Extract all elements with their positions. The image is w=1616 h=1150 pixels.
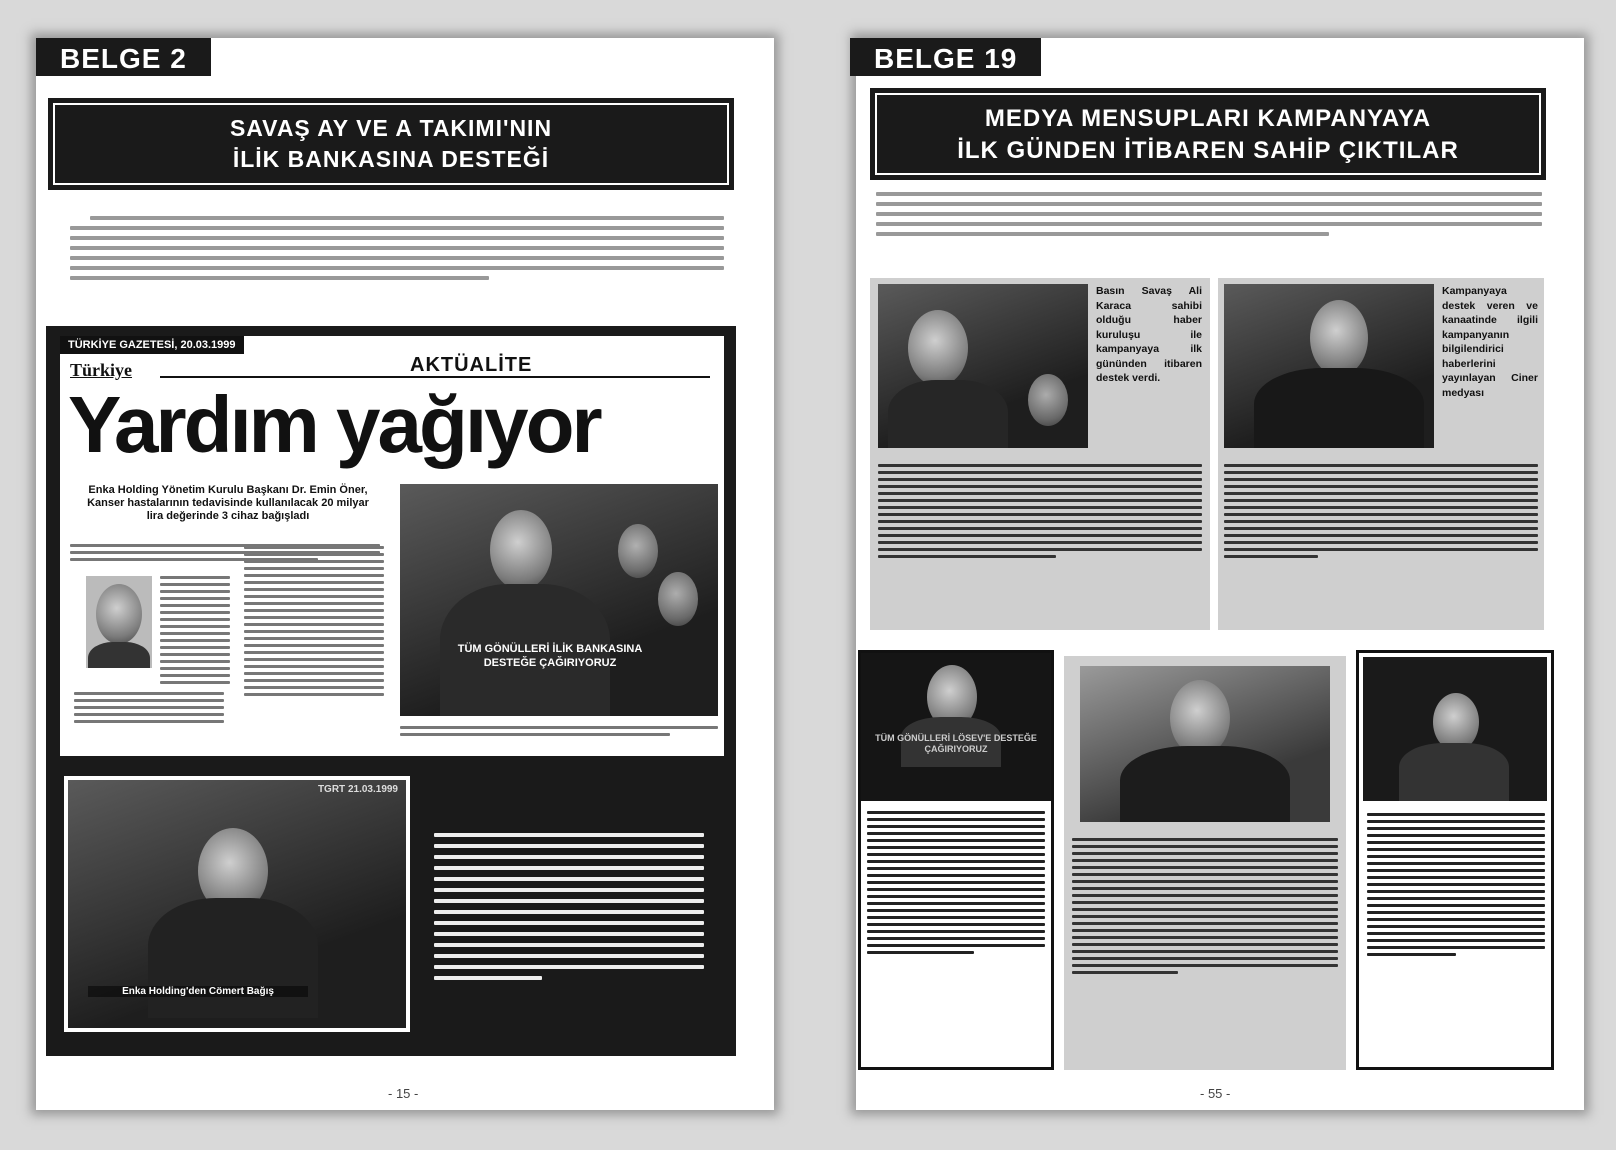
panel-b-text (1224, 460, 1538, 562)
article-col-1 (160, 572, 230, 688)
article-col-2 (244, 542, 384, 700)
title-line-2: İLK GÜNDEN İTİBAREN SAHİP ÇIKTILAR (957, 137, 1459, 165)
headline: Yardım yağıyor (68, 380, 600, 469)
page-number: - 15 - (388, 1086, 419, 1101)
belge-label: BELGE 2 (36, 38, 211, 76)
panel-e-text (1367, 809, 1545, 960)
panel-b-photo (1224, 284, 1434, 448)
right-page (856, 38, 1584, 1110)
section-title (870, 88, 1546, 180)
media-panel-d (1064, 656, 1346, 1070)
left-page (36, 38, 774, 1110)
article-col-3 (74, 688, 224, 727)
section-name: AKTÜALİTE (410, 354, 533, 376)
tv-still (68, 780, 406, 1028)
media-panel-b (1218, 278, 1544, 630)
panel-c-overlay: TÜM GÖNÜLLERİ LÖSEV'E DESTEĞE ÇAĞIRIYORUZ (875, 733, 1037, 754)
panel-b-side-text: Kampanyaya destek veren ve kanaatinde ilgili kampanyanın bilgilendirici haberlerini yayınlayan Ciner medyası (1442, 285, 1538, 399)
panel-a-text (878, 460, 1202, 562)
media-panel-e (1356, 650, 1554, 1070)
deck: Enka Holding Yönetim Kurulu Başkanı Dr. Emin Öner, Kanser hastalarının tedavisinde kullanılacak 20 milyar lira değerinde 3 cihaz bağışladı (87, 484, 369, 522)
photo-credit (400, 722, 718, 740)
panel-a-side-text: Basın Savaş Ali Karaca sahibi olduğu haber kuruluşu ile kampanyaya ilk gününden itibaren destek verdi. (1096, 285, 1202, 384)
newspaper-clipping (60, 336, 724, 756)
clipping-panel (46, 326, 736, 1056)
portrait-photo (86, 576, 152, 668)
tv-still-frame (64, 776, 410, 1032)
clipping-rule (160, 376, 710, 378)
panel-a-photo (878, 284, 1088, 448)
tv-description (434, 826, 704, 987)
panel-c-photo (861, 653, 1051, 801)
panel-c-text (867, 807, 1045, 958)
media-panel-c (858, 650, 1054, 1070)
panel-e-photo (1363, 657, 1547, 801)
tv-tag: TGRT 21.03.1999 (317, 784, 398, 795)
clipping-photo (400, 484, 718, 716)
panel-d-text (1072, 834, 1338, 978)
source-tag: TÜRKİYE GAZETESİ, 20.03.1999 (60, 336, 244, 354)
section-title (48, 98, 734, 190)
tv-overlay: Enka Holding'den Cömert Bağış (88, 986, 308, 997)
title-line-2: İLİK BANKASINA DESTEĞİ (232, 146, 550, 173)
intro-paragraph (876, 186, 1542, 242)
page-number: - 55 - (1200, 1086, 1231, 1101)
photo-caption: TÜM GÖNÜLLERİ İLİK BANKASINA DESTEĞE ÇAĞIRIYORUZ (457, 643, 643, 669)
panel-d-photo (1080, 666, 1330, 822)
media-panel-a (870, 278, 1210, 630)
title-line-1: MEDYA MENSUPLARI KAMPANYAYA (984, 105, 1432, 132)
belge-label: BELGE 19 (850, 38, 1041, 76)
masthead: Türkiye (70, 360, 133, 380)
intro-paragraph (70, 210, 724, 286)
title-line-1: SAVAŞ AY VE A TAKIMI'NIN (229, 115, 553, 141)
